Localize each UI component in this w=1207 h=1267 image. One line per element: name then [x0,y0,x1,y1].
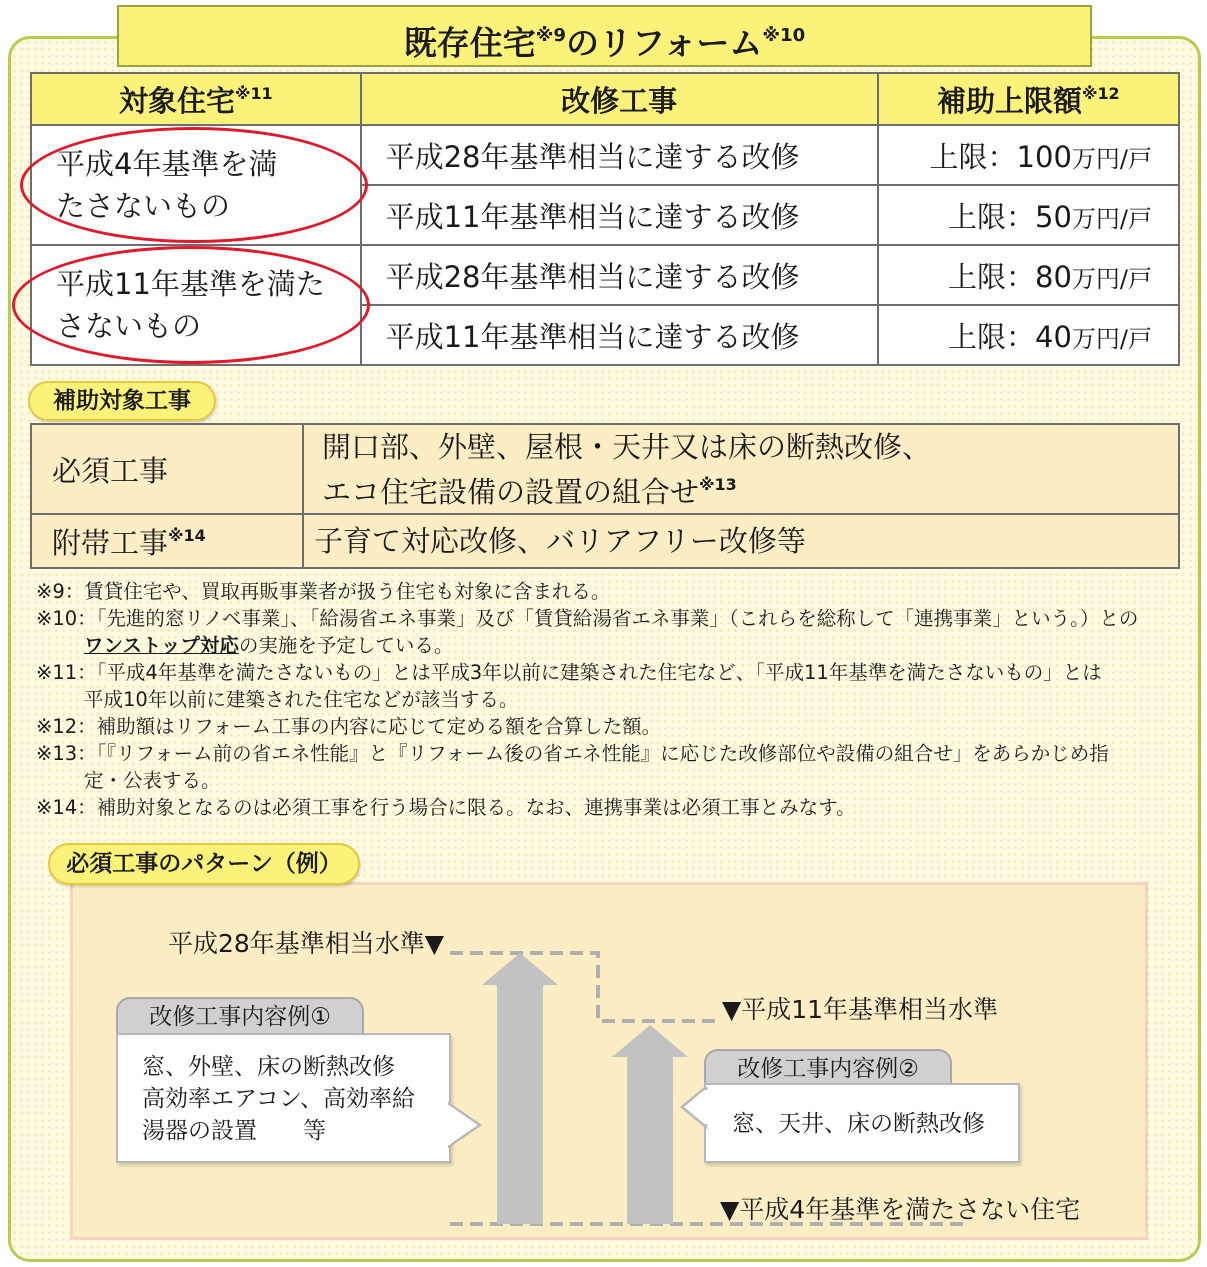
example2-tab: 改修工事内容例② [704,1049,952,1087]
note-14: ※14：補助対象となるのは必須工事を行う場合に限る。なお、連携事業は必須工事とみなす。 [36,796,856,819]
note-10: ※10：「先進的窓リノベ事業」、「給湯省エネ事業」及び「賃貸給湯省エネ事業」（これらを総称して「連携事業」という。）との [36,607,1139,630]
work-cell: 平成11年基準相当に達する改修 [361,185,878,245]
note-11: ※11：「平成4年基準を満たさないもの」とは平成3年以前に建築された住宅など、「平成11年基準を満たさないもの」とは [36,661,1102,684]
level-h28-label: 平成28年基準相当水準▼ [168,929,445,958]
work-cell: 平成11年基準相当に達する改修 [361,305,878,365]
note-12: ※12：補助額はリフォーム工事の内容に応じて定める額を合算した額。 [36,715,662,738]
example2-line1: 窓、天井、床の断熱改修 [732,1111,985,1137]
title-footnote-10: ※10 [762,25,806,46]
pattern-label: 必須工事のパターン（例） [48,843,360,885]
header-target-housing: 対象住宅$^{※11}$ [31,73,361,125]
note-11-cont: 平成10年以前に建築された住宅などが該当する。 [84,688,519,711]
example1-box [116,1033,451,1163]
title-footnote-9: ※9 [535,25,566,46]
limit-cell: 上限：40万円/戸 [878,305,1179,365]
title-text-2: のリフォーム [566,23,763,63]
target-h4: 平成4年基準を満たさないもの [31,125,361,245]
note-9: ※9：賃貸住宅や、買取再販事業者が扱う住宅も対象に含まれる。 [36,580,611,603]
limit-cell: 上限：80万円/戸 [878,245,1179,305]
level-h11-label: ▼平成11年基準相当水準 [722,995,999,1024]
table-header-row [31,73,1179,125]
example2-box [704,1083,1020,1163]
level-h4-label: ▼平成4年基準を満たさない住宅 [720,1195,1081,1224]
header-subsidy-limit: 補助上限額$^{※12}$ [878,73,1179,125]
work-cell: 平成28年基準相当に達する改修 [361,245,878,305]
table-row [31,514,1179,568]
example1-tab: 改修工事内容例① [116,997,364,1035]
note-10-cont: ワンストップ対応の実施を予定している。 [84,634,454,657]
footnotes [36,578,1196,821]
title-text: 既存住宅 [403,23,536,63]
table-row [31,125,1179,185]
subsidy-limit-table [30,72,1180,366]
required-work-line2: エコ住宅設備の設置の組合せ$^{※13}$ [322,474,737,509]
limit-cell: 上限：50万円/戸 [878,185,1179,245]
target-h11: 平成11年基準を満たさないもの [31,245,361,365]
subsidy-work-label: 補助対象工事 [28,381,216,421]
limit-cell: 上限：100万円/戸 [878,125,1179,185]
example1-line1: 窓、外壁、床の断熱改修 [142,1054,395,1080]
subsidy-work-table [30,423,1180,569]
example1-pointer [448,1101,488,1151]
table-row [31,424,1179,514]
example1-line2: 高効率エアコン、高効率給 [142,1086,416,1112]
work-cell: 平成28年基準相当に達する改修 [361,125,878,185]
page-title [117,5,1092,67]
table-row [31,245,1179,305]
note-13-cont: 定・公表する。 [84,769,221,792]
required-work-line1: 開口部、外壁、屋根・天井又は床の断熱改修、 [322,429,932,464]
example2-pointer [680,1087,710,1131]
example1-line3: 湯器の設置 等 [142,1118,326,1144]
note-13: ※13：「『リフォーム前の省エネ性能』と『リフォーム後の省エネ性能』に応じた改修部位や設備の組合せ」をあらかじめ指 [36,742,1109,765]
incidental-work-label: 附帯工事$^{※14}$ [31,514,303,568]
required-work-value [303,424,1179,514]
header-renovation-work: 改修工事 [361,73,878,125]
required-work-label: 必須工事 [31,424,303,514]
incidental-work-value: 子育て対応改修、バリアフリー改修等 [303,514,1179,568]
